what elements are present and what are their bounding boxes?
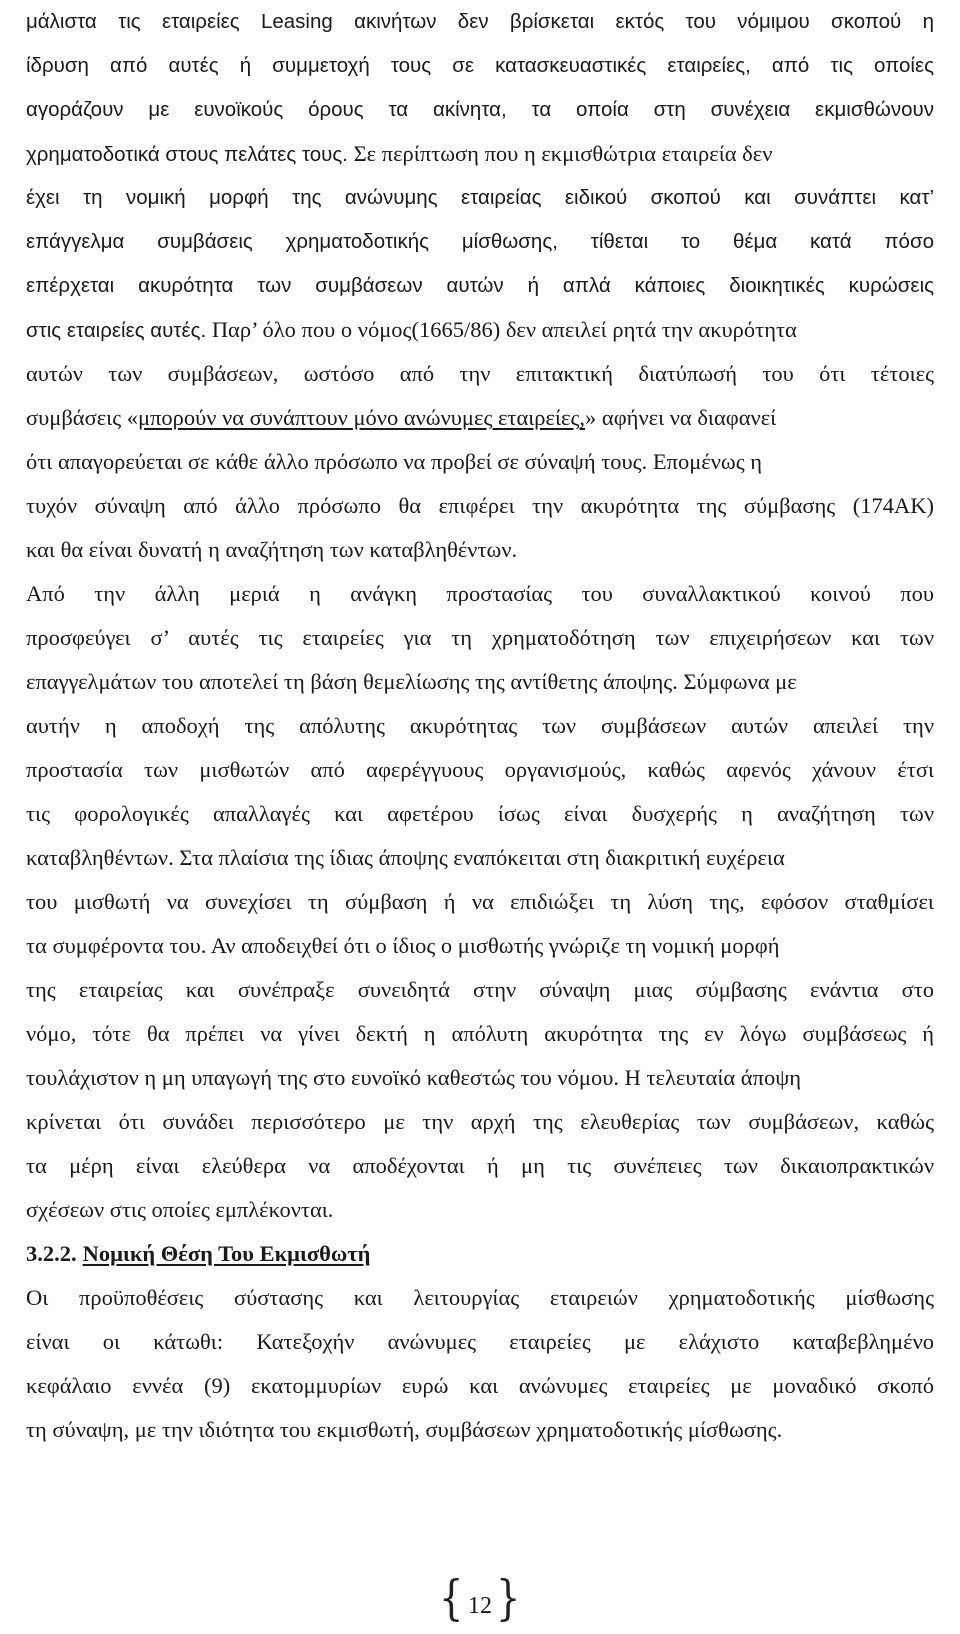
page-footer [436, 1570, 524, 1630]
text-line: κρίνεται ότι συνάδει περισσότερο με την αρχή της ελευθερίας των συμβάσεων, καθώς [26, 1109, 934, 1134]
text-span: Αν αποδειχθεί ότι ο ίδιος ο μισθωτής γνώριζε τη νομική μορφή [206, 933, 780, 958]
text-line: του μισθωτή να συνεχίσει τη σύμβαση ή να επιδιώξει τη λύση της, εφόσον σταθμίσει [26, 889, 934, 914]
text-line: κεφάλαιο εννέα (9) εκατομμυρίων ευρώ και ανώνυμες εταιρείες με μοναδικό σκοπό [26, 1373, 934, 1398]
text-span: στις εταιρείες αυτές. [26, 319, 207, 342]
text-span: Σε περίπτωση που η εκμισθώτρια εταιρεία δεν [347, 141, 773, 166]
text-line: ίδρυση από αυτές ή συμμετοχή τους σε κατασκευαστικές εταιρείες, από τις οποίες [26, 54, 934, 77]
text-line: και θα είναι δυνατή η αναζήτηση των καταβληθέντων. [26, 537, 518, 562]
text-line: νόμο, τότε θα πρέπει να γίνει δεκτή η απόλυτη ακυρότητα της εν λόγω συμβάσεως ή [26, 1021, 934, 1046]
text-line: Από την άλλη μεριά η ανάγκη προστασίας του συναλλακτικού κοινού που [26, 581, 934, 606]
text-span: Παρ’ όλο που ο νόμος(1665/86) δεν απειλεί ρητά την ακυρότητα [206, 317, 797, 342]
text-span: χρηματοδοτικά στους πελάτες τους. [26, 143, 348, 166]
page-number: 12 [468, 1593, 492, 1619]
underlined-quote: μπορούν να συνάπτουν μόνο ανώνυμες εταιρείες, [137, 405, 586, 430]
text-line [26, 134, 934, 174]
text-span: τα συμφέροντα του. [26, 933, 207, 958]
text-span: καταβληθέντων. [26, 845, 174, 870]
text-line: της εταιρείας και συνέπραξε συνειδητά στην σύναψη μιας σύμβασης ενάντια στο [26, 977, 934, 1002]
text-line [26, 838, 934, 878]
left-brace-icon: { [439, 1570, 464, 1626]
text-line [26, 310, 934, 350]
text-line: έχει τη νομική μορφή της ανώνυμης εταιρείας ειδικού σκοπού και συνάπτει κατ’ [26, 186, 934, 209]
section-title: Νομική Θέση Του Εκμισθωτή [82, 1241, 371, 1266]
text-line: αυτών των συμβάσεων, ωστόσο από την επιτακτική διατύπωσή του ότι τέτοιες [26, 361, 934, 386]
text-line: αυτήν η αποδοχή της απόλυτης ακυρότητας των συμβάσεων αυτών απειλεί την [26, 713, 934, 738]
text-span: Επομένως η [647, 449, 763, 474]
text-line: σχέσεων στις οποίες εμπλέκονται. [26, 1197, 334, 1222]
section-heading [26, 1234, 934, 1274]
text-line: τυχόν σύναψη από άλλο πρόσωπο θα επιφέρει την ακυρότητα της σύμβασης (174ΑΚ) [26, 493, 934, 518]
text-line: είναι οι κάτωθι: Κατεξοχήν ανώνυμες εταιρείες με ελάχιστο καταβεβλημένο [26, 1329, 934, 1354]
text-line: μάλιστα τις εταιρείες Leasing ακινήτων δεν βρίσκεται εκτός του νόμιμου σκοπού η [26, 10, 934, 33]
text-span: επαγγελμάτων του αποτελεί τη βάση θεμελίωσης της αντίθετης άποψης. [26, 669, 678, 694]
text-line [26, 926, 934, 966]
text-line: τις φορολογικές απαλλαγές και αφετέρου ίσως είναι δυσχερής η αναζήτηση των [26, 801, 934, 826]
text-span: Στα πλαίσια της ίδιας άποψης εναπόκειται στη διακριτική ευχέρεια [173, 845, 785, 870]
text-span: συμβάσεις « [26, 405, 138, 430]
text-line: τα μέρη είναι ελεύθερα να αποδέχονται ή μη τις συνέπειες των δικαιοπρακτικών [26, 1153, 934, 1178]
text-span: τουλάχιστον η μη υπαγωγή της στο ευνοϊκό καθεστώς του νόμου. [26, 1065, 620, 1090]
text-span: ότι απαγορεύεται σε κάθε άλλο πρόσωπο να προβεί σε σύναψή τους. [26, 449, 648, 474]
text-line: αγοράζουν με ευνοϊκούς όρους τα ακίνητα, τα οποία στη συνέχεια εκμισθώνουν [26, 98, 934, 121]
text-line [26, 442, 934, 482]
section-number: 3.2.2. [26, 1241, 77, 1266]
text-line: επάγγελμα συμβάσεις χρηματοδοτικής μίσθωσης, τίθεται το θέμα κατά πόσο [26, 230, 934, 253]
text-line: Οι προϋποθέσεις σύστασης και λειτουργίας εταιρειών χρηματοδοτικής μίσθωσης [26, 1285, 934, 1310]
text-line [26, 662, 934, 702]
text-line: προστασία των μισθωτών από αφερέγγυους οργανισμούς, καθώς αφενός χάνουν έτσι [26, 757, 934, 782]
right-brace-icon: } [496, 1570, 521, 1626]
text-span: » αφήνει να διαφανεί [585, 405, 777, 430]
text-line [26, 1058, 934, 1098]
text-line: τη σύναψη, με την ιδιότητα του εκμισθωτή, συμβάσεων χρηματοδοτικής μίσθωσης. [26, 1417, 783, 1442]
text-span: Η τελευταία άποψη [619, 1065, 802, 1090]
text-line [26, 398, 934, 438]
text-line: επέρχεται ακυρότητα των συμβάσεων αυτών ή απλά κάποιες διοικητικές κυρώσεις [26, 274, 934, 297]
text-line: προσφεύγει σ’ αυτές τις εταιρείες για τη χρηματοδότηση των επιχειρήσεων και των [26, 625, 934, 650]
text-span: Σύμφωνα με [677, 669, 797, 694]
